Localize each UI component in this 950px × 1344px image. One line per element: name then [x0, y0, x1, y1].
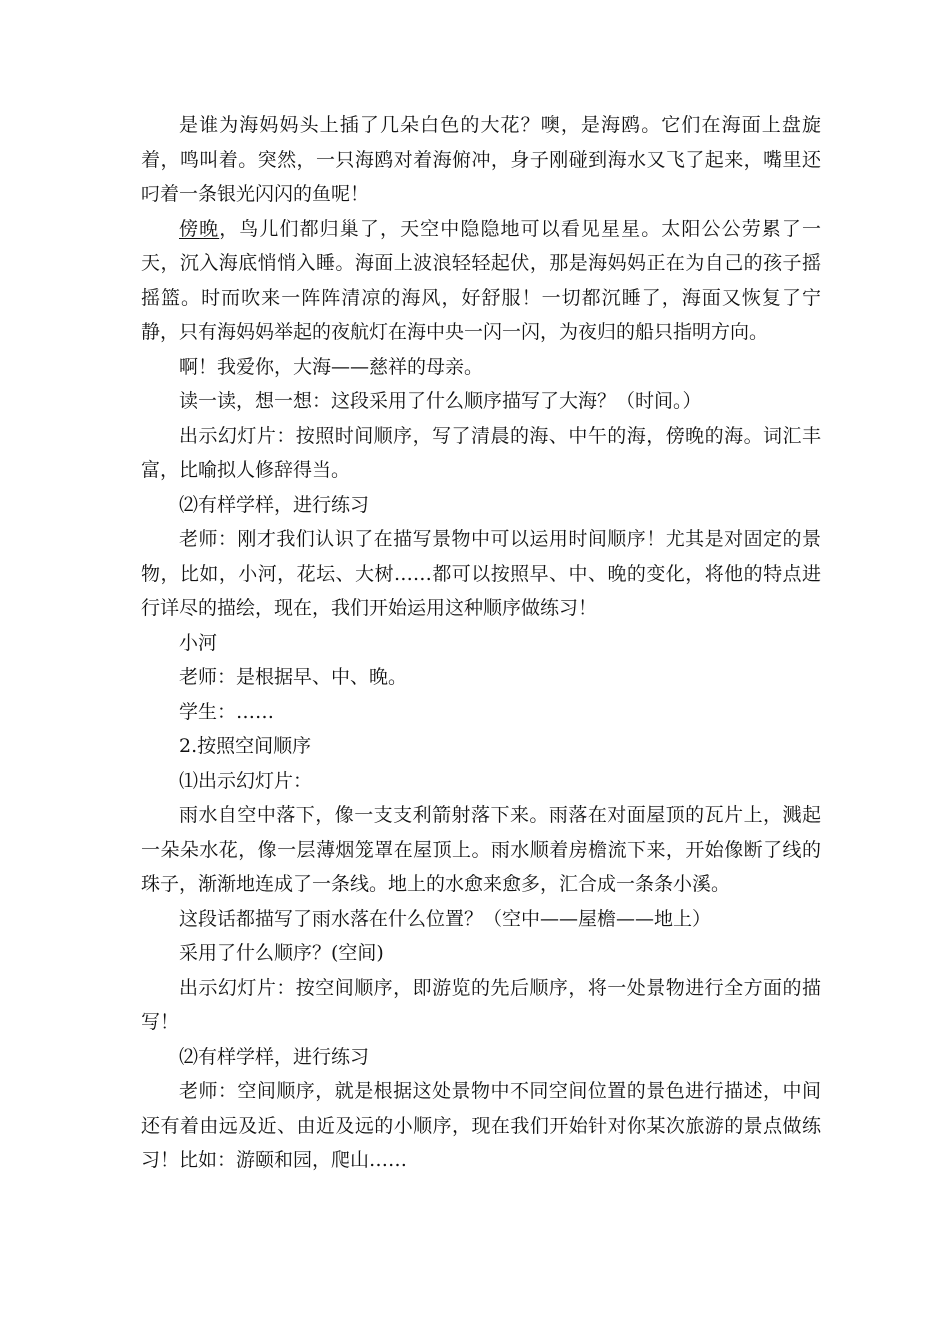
paragraph-exclamation: [141, 350, 821, 385]
subheading-practice-2: [141, 1040, 821, 1075]
paragraph-slide-space: [141, 971, 821, 1040]
paragraph-river: [141, 626, 821, 661]
underlined-word: 傍晚: [179, 217, 220, 240]
document-body: [141, 108, 821, 1178]
paragraph-text: 这段话都描写了雨水落在什么位置？（空中——屋檐——地上）: [179, 907, 712, 930]
paragraph-question-order: [141, 936, 821, 971]
paragraph-text: 老师：刚才我们认识了在描写景物中可以运用时间顺序！尤其是对固定的景物，比如，小河，花坛、大树……都可以按照早、中、晚的变化，将他的特点进行详尽的描绘，现在，我们开始运用这种顺序做练习！: [141, 528, 821, 619]
subheading-practice-1: [141, 488, 821, 523]
paragraph-text: 出示幻灯片：按照时间顺序，写了清晨的海、中午的海，傍晚的海。词汇丰富，比喻拟人修辞得当。: [141, 424, 821, 481]
paragraph-text: 采用了什么顺序？(空间): [179, 942, 384, 964]
paragraph-student: [141, 695, 821, 730]
paragraph-text: ⑵有样学样，进行练习: [179, 493, 370, 516]
paragraph-teacher-time: [141, 522, 821, 626]
paragraph-teacher-note: [141, 660, 821, 695]
paragraph-text: 老师：空间顺序，就是根据这处景物中不同空间位置的景色进行描述，中间还有着由远及近、由近及远的小顺序，现在我们开始针对你某次旅游的景点做练习！比如：游颐和园，爬山……: [141, 1080, 821, 1171]
paragraph-text: 2.按照空间顺序: [179, 735, 312, 757]
subheading-slide-1: [141, 764, 821, 799]
paragraph-question-rain: [141, 902, 821, 937]
paragraph-text: ⑴出示幻灯片：: [179, 769, 313, 792]
paragraph-text: 雨水自空中落下，像一支支利箭射落下来。雨落在对面屋顶的瓦片上，溅起一朵朵水花，像一层薄烟笼罩在屋顶上。雨水顺着房檐流下来，开始像断了线的珠子，渐渐地连成了一条线。地上的水愈来愈多，汇合成一条条小溪。: [141, 804, 821, 895]
paragraph-text: 读一读，想一想：这段采用了什么顺序描写了大海？（时间。）: [179, 390, 702, 412]
paragraph-seagull: [141, 108, 821, 212]
paragraph-teacher-space: [141, 1074, 821, 1178]
section-heading-space: [141, 729, 821, 764]
paragraph-text: 是谁为海妈妈头上插了几朵白色的大花？噢，是海鸥。它们在海面上盘旋着，鸣叫着。突然，一只海鸥对着海俯冲，身子刚碰到海水又飞了起来，嘴里还叼着一条银光闪闪的鱼呢！: [141, 114, 821, 205]
paragraph-text: 出示幻灯片：按空间顺序，即游览的先后顺序，将一处景物进行全方面的描写！: [141, 976, 821, 1033]
paragraph-text: 老师：是根据早、中、晚。: [179, 666, 408, 688]
paragraph-evening: [141, 212, 821, 350]
paragraph-text: 小河: [179, 631, 218, 654]
paragraph-text: 啊！我爱你，大海——慈祥的母亲。: [179, 355, 484, 378]
paragraph-rain: [141, 798, 821, 902]
paragraph-question-time: [141, 384, 821, 419]
paragraph-slide-time: [141, 419, 821, 488]
paragraph-text: 学生：……: [179, 700, 275, 723]
paragraph-text: ，鸟儿们都归巢了，天空中隐隐地可以看见星星。太阳公公劳累了一天，沉入海底悄悄入睡。海面上波浪轻轻起伏，那是海妈妈正在为自己的孩子摇摇篮。时而吹来一阵阵清凉的海风，好舒服！一切都沉睡了，海面又恢复了宁静，只有海妈妈举起的夜航灯在海中央一闪一闪，为夜归的船只指明方向。: [141, 217, 821, 343]
paragraph-text: ⑵有样学样，进行练习: [179, 1045, 370, 1068]
